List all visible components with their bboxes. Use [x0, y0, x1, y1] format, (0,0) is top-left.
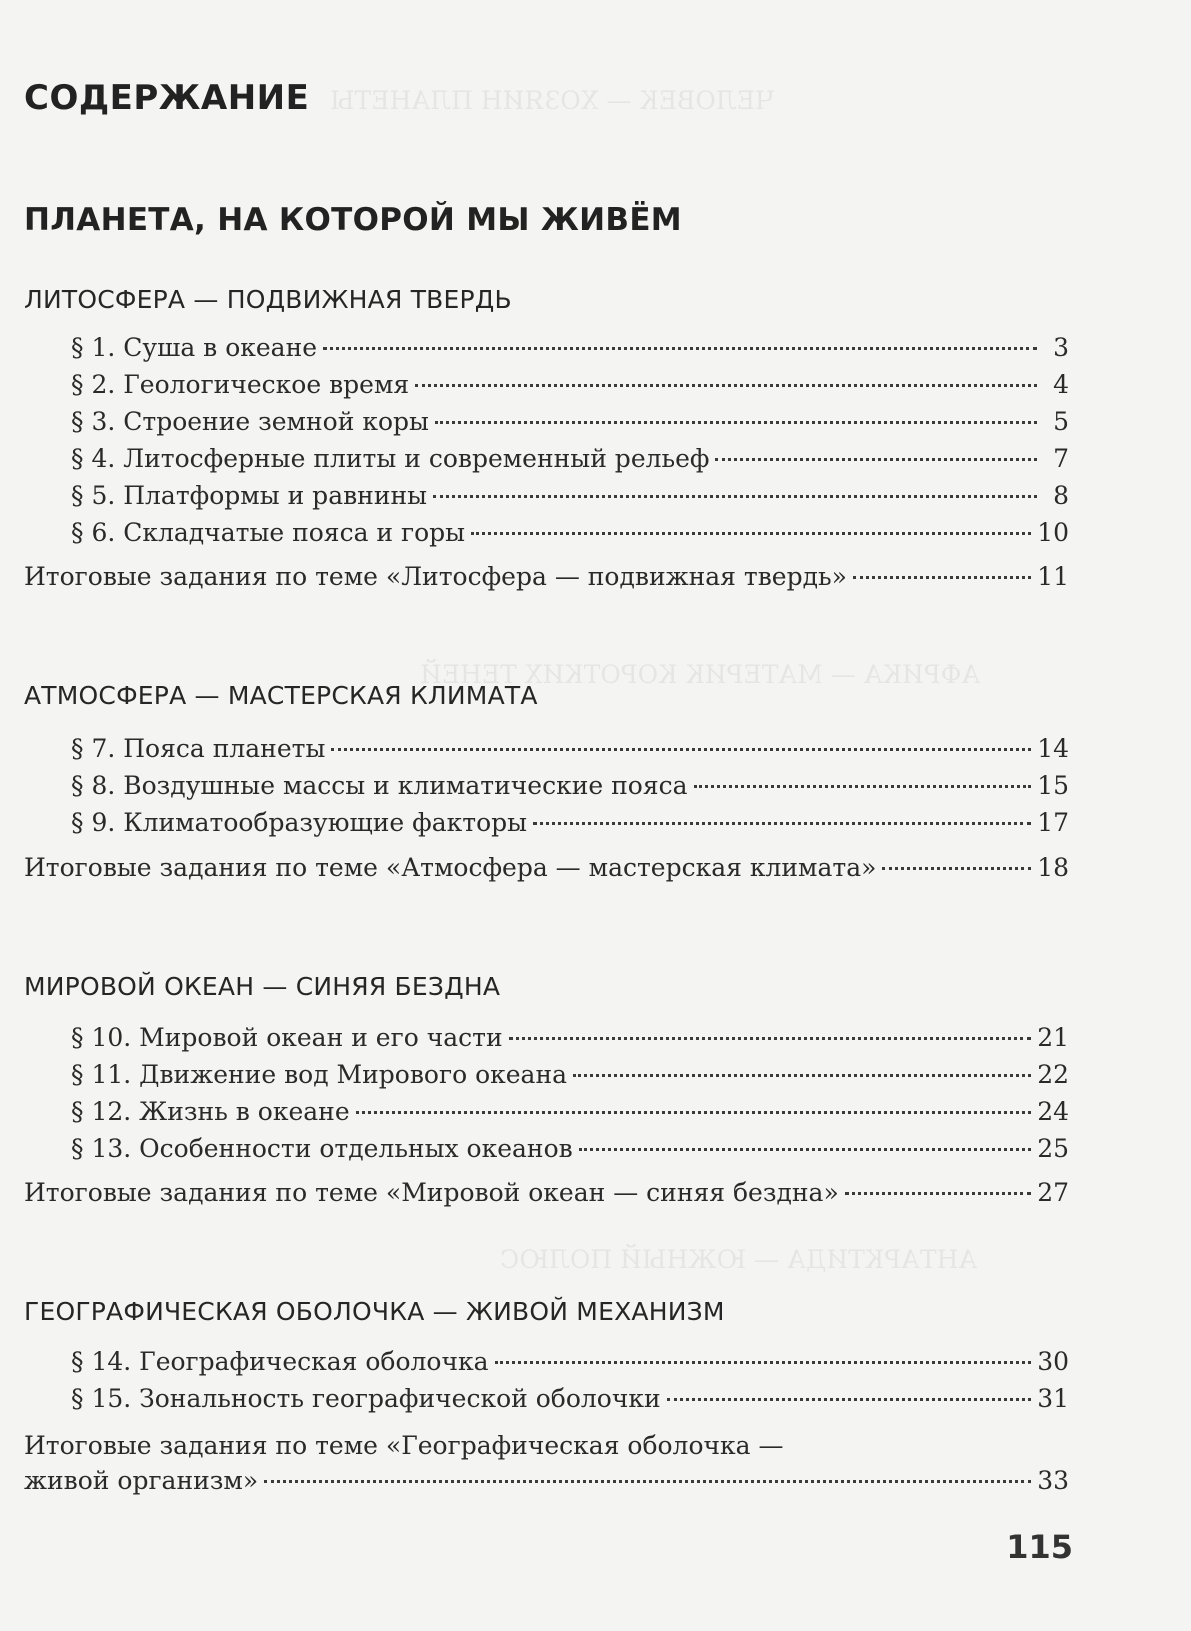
- toc-entry[interactable]: [71, 369, 1069, 401]
- toc-entry[interactable]: [71, 406, 1069, 438]
- entry-label: § 4. Литосферные плиты и современный рельеф: [71, 444, 710, 473]
- section-title-ocean: МИРОВОЙ ОКЕАН — СИНЯЯ БЕЗДНА: [24, 972, 501, 1001]
- entry-page: 15: [1037, 771, 1069, 800]
- entry-label: § 13. Особенности отдельных океанов: [71, 1134, 573, 1163]
- dot-leader: [471, 532, 1031, 535]
- entry-page: 24: [1037, 1097, 1069, 1126]
- entry-page: 31: [1037, 1384, 1069, 1413]
- entry-page: 22: [1037, 1060, 1069, 1089]
- section-title-geo-envelope: ГЕОГРАФИЧЕСКАЯ ОБОЛОЧКА — ЖИВОЙ МЕХАНИЗМ: [24, 1297, 725, 1326]
- toc-entry[interactable]: [71, 332, 1069, 364]
- entry-label: живой организм»: [24, 1466, 259, 1495]
- entry-page: 10: [1037, 518, 1069, 547]
- toc-entry[interactable]: [71, 1096, 1069, 1128]
- toc-final-entry[interactable]: [24, 561, 1069, 593]
- dot-leader: [694, 785, 1032, 788]
- entry-label: § 2. Геологическое время: [71, 370, 410, 399]
- dot-leader: [356, 1111, 1032, 1114]
- entry-label: § 6. Складчатые пояса и горы: [71, 518, 466, 547]
- dot-leader: [882, 867, 1031, 870]
- entry-label: § 9. Климатообразующие факторы: [71, 808, 528, 837]
- entry-label: § 11. Движение вод Мирового океана: [71, 1060, 568, 1089]
- section-title-lithosphere: ЛИТОСФЕРА — ПОДВИЖНАЯ ТВЕРДЬ: [24, 285, 512, 314]
- dot-leader: [667, 1398, 1032, 1401]
- dot-leader: [495, 1361, 1032, 1364]
- toc-final-entry[interactable]: [24, 1465, 1069, 1497]
- toc-title: СОДЕРЖАНИЕ: [24, 78, 310, 118]
- dot-leader: [435, 421, 1037, 424]
- entry-page: 5: [1053, 407, 1069, 436]
- toc-entry[interactable]: [71, 517, 1069, 549]
- show-through-text: ЧЕЛОВЕК — ХОЗЯИН ПЛАНЕТЫ: [330, 86, 775, 115]
- entry-label: § 8. Воздушные массы и климатические пояса: [71, 771, 688, 800]
- entry-page: 3: [1053, 333, 1069, 362]
- dot-leader: [331, 748, 1031, 751]
- toc-entry[interactable]: [71, 480, 1069, 512]
- dot-leader: [323, 347, 1037, 350]
- toc-entry[interactable]: [71, 1022, 1069, 1054]
- dot-leader: [853, 576, 1031, 579]
- section-title-atmosphere: АТМОСФЕРА — МАСТЕРСКАЯ КЛИМАТА: [24, 681, 538, 710]
- toc-final-entry[interactable]: [24, 1177, 1069, 1209]
- dot-leader: [264, 1480, 1031, 1483]
- toc-final-entry[interactable]: [24, 852, 1069, 884]
- dot-leader: [845, 1192, 1031, 1195]
- part-title: ПЛАНЕТА, НА КОТОРОЙ МЫ ЖИВЁМ: [24, 202, 682, 238]
- toc-final-entry-line1: Итоговые задания по теме «Географическая оболочка —: [24, 1431, 784, 1460]
- dot-leader: [533, 822, 1031, 825]
- entry-page: 33: [1037, 1466, 1069, 1495]
- entry-label: § 12. Жизнь в океане: [71, 1097, 350, 1126]
- entry-page: 14: [1037, 734, 1069, 763]
- dot-leader: [433, 495, 1037, 498]
- entry-page: 8: [1053, 481, 1069, 510]
- entry-label: § 14. Географическая оболочка: [71, 1347, 489, 1376]
- entry-label: § 7. Пояса планеты: [71, 734, 326, 763]
- entry-label: § 3. Строение земной коры: [71, 407, 429, 436]
- dot-leader: [415, 384, 1037, 387]
- toc-entry[interactable]: [71, 1346, 1069, 1378]
- page-number: 115: [1006, 1528, 1073, 1566]
- entry-label: § 5. Платформы и равнины: [71, 481, 428, 510]
- entry-label: Итоговые задания по теме «Мировой океан — синяя бездна»: [24, 1178, 839, 1207]
- show-through-text: АНТАРКТИДА — ЮЖНЫЙ ПОЛЮС: [500, 1245, 978, 1274]
- entry-page: 17: [1037, 808, 1069, 837]
- entry-page: 7: [1053, 444, 1069, 473]
- entry-page: 18: [1037, 853, 1069, 882]
- entry-page: 4: [1053, 370, 1069, 399]
- entry-label: Итоговые задания по теме «Литосфера — подвижная твердь»: [24, 562, 847, 591]
- dot-leader: [573, 1074, 1031, 1077]
- toc-entry[interactable]: [71, 1383, 1069, 1415]
- entry-label: § 10. Мировой океан и его части: [71, 1023, 503, 1052]
- toc-entry[interactable]: [71, 733, 1069, 765]
- entry-page: 25: [1037, 1134, 1069, 1163]
- entry-page: 11: [1037, 562, 1069, 591]
- dot-leader: [509, 1037, 1032, 1040]
- entry-label: § 15. Зональность географической оболочки: [71, 1384, 661, 1413]
- toc-entry[interactable]: [71, 770, 1069, 802]
- toc-entry[interactable]: [71, 807, 1069, 839]
- entry-label: § 1. Суша в океане: [71, 333, 318, 362]
- toc-entry[interactable]: [71, 443, 1069, 475]
- entry-label: Итоговые задания по теме «Атмосфера — мастерская климата»: [24, 853, 877, 882]
- entry-page: 30: [1037, 1347, 1069, 1376]
- entry-page: 21: [1037, 1023, 1069, 1052]
- toc-entry[interactable]: [71, 1059, 1069, 1091]
- entry-page: 27: [1037, 1178, 1069, 1207]
- toc-entry[interactable]: [71, 1133, 1069, 1165]
- show-through-text: АФРИКА — МАТЕРИК КОРОТКИХ ТЕНЕЙ: [420, 660, 981, 689]
- dot-leader: [715, 458, 1037, 461]
- dot-leader: [579, 1148, 1031, 1151]
